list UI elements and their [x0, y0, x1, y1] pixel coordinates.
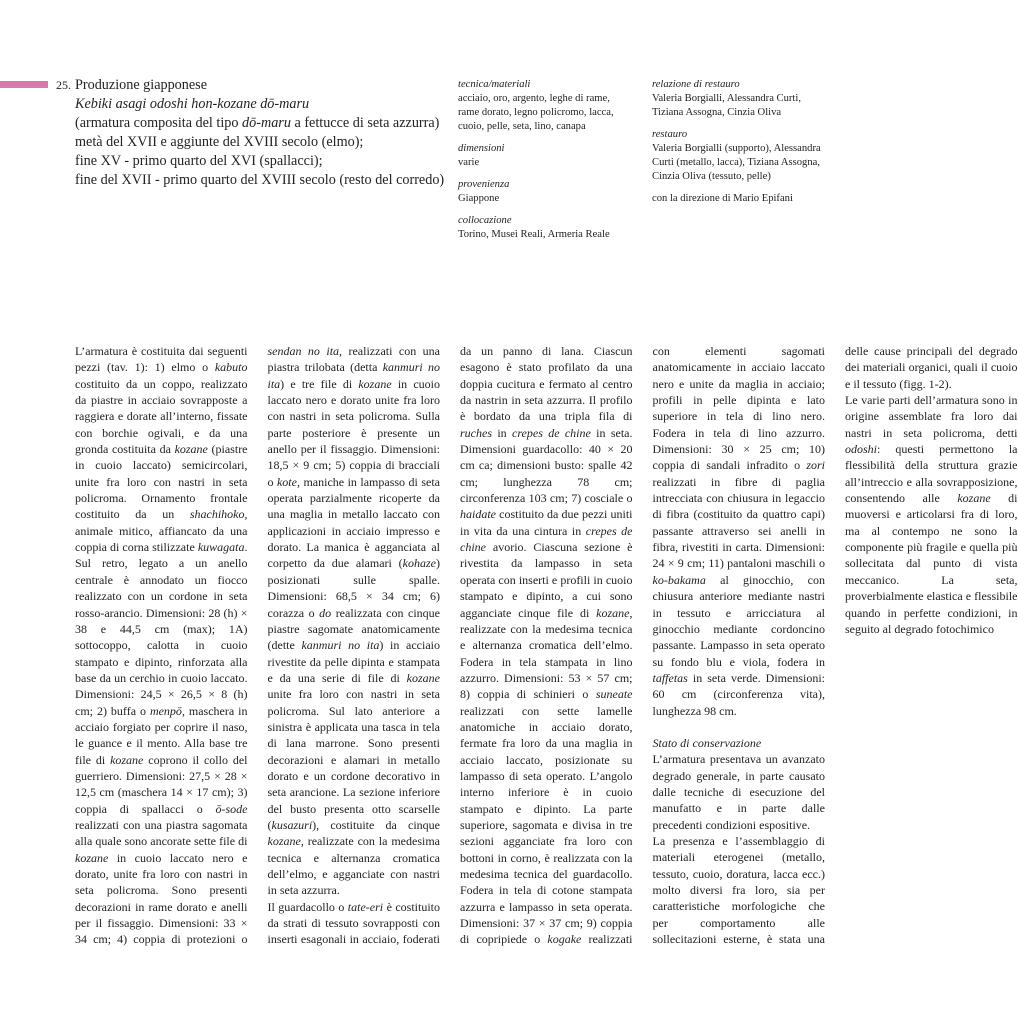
metadata-right [652, 78, 827, 206]
entry-number: 25. [56, 78, 71, 92]
restoration-label: restauro [652, 129, 688, 140]
technique-value: acciaio, oro, argento, leghe di rame, rame dorato, legno policromo, lacca, cuoio, pelle, seta, lino, canapa [458, 93, 614, 132]
technique-label: tecnica/materiali [458, 79, 531, 90]
provenance-value: Giappone [458, 193, 500, 204]
direction-credit: con la direzione di Mario Epifani [652, 193, 793, 204]
entry-description: (armatura composita del tipo dō-maru a fettucce di seta azzurra) [75, 115, 440, 131]
metadata-left [458, 78, 633, 242]
dimensions-value: varie [458, 157, 480, 168]
section-title: Stato di conservazione [652, 735, 762, 750]
body-paragraph: Le varie parti dell’armatura sono in origine assemblate fra loro dai nastri in seta policroma, detti odoshi: questi permettono la flessibilità della struttura grazie all’intreccio e alla sovrapposizione, consentendo alle kozane di muoversi e articolarsi fra di loro, ma al contempo ne sono la componente più fragile e quella più sollecitata dal punto di vista meccanico. La seta, proverbialmente elastica e flessibile quando in perfette condizioni, in seguito al degrado fotochimico [845, 393, 1018, 636]
title-block [75, 76, 445, 190]
entry-date: fine del XVII - primo quarto del XVIII secolo (resto del corredo) [75, 172, 445, 188]
restoration-value: Valeria Borgialli (supporto), Alessandra Curti (metallo, lacca), Tiziana Assogna, Cinzia Oliva (tessuto, pelle) [652, 143, 821, 182]
entry-date: metà del XVII e aggiunte del XVIII secolo (elmo); [75, 134, 364, 150]
location-label: collocazione [458, 215, 512, 226]
body-text [75, 343, 1018, 963]
entry-subtitle: Kebiki asagi odoshi hon-kozane dō-maru [75, 96, 310, 112]
entry-title: Produzione giapponese [75, 77, 207, 93]
entry-date: fine XV - primo quarto del XVI (spallacci); [75, 153, 323, 169]
body-paragraph: La presenza e l’assemblaggio di materiali eterogenei (metallo, tessuto, cuoio, doratura, lacca ecc.) molto diversi fra loro, sia per caratteristiche morfologiche che per comportamento alle sollecitazioni esterne, è stata una delle cause principali del degrado dei materiali organici, quali il cuoio e il tessuto (figg. 1-2). [652, 344, 1018, 947]
report-value: Valeria Borgialli, Alessandra Curti, Tiziana Assogna, Cinzia Oliva [652, 93, 801, 118]
body-paragraph: L’armatura presentava un avanzato degrado generale, in parte causato dalle tecniche di esecuzione del manufatto e in parte dalle precedenti condizioni espositive. [652, 752, 825, 832]
location-value: Torino, Musei Reali, Armeria Reale [458, 229, 610, 240]
provenance-label: provenienza [458, 179, 510, 190]
accent-bar [0, 81, 48, 88]
body-paragraph: Il guardacollo o tate-eri è costituito da strati di tessuto sovrapposti con inserti esagonali in acciaio, foderati da un panno di lana. Ciascun esagono è stato profilato da una doppia cucitura e fermato al centro da nastrin in seta azzurra. Il profilo è bordato da una tripla fila di ruches in crepes de chine in seta. Dimensioni guardacollo: 40 × 20 cm ca; dimensioni busto: spalle 42 cm; lunghezza 78 cm; circonferenza 103 cm; 7) cosciale o haidate costituito da due pezzi uniti in vita da una cintura in crepes de chine avorio. Ciascuna sezione è rivestita da lampasso in seta operata con inserti e profili in cuoio stampato e dipinto, a cui sono agganciate cinque file di kozane, realizzate con la medesima tecnica e alternanza cromatica dell’elmo. Fodera in tela stampata in lino azzurro. Dimensioni: 53 × 57 cm; 8) coppia di schinieri o suneate realizzati con sette lamelle anatomiche in acciaio dorato, fermate fra loro da una maglia in acciaio laccato, posizionate su lampasso di seta operato. L’angolo interno inferiore è in cuoio stampato e dipinto. La parte superiore, sagomata e divisa in tre sezioni agganciate fra loro con bottoni in corno, è realizzata con la medesima tecnica del guardacollo. Fodera in tela di cotone stampata azzurra e lampasso in seta operata. Dimensioni: 37 × 37 cm; 9) coppia di copripiede o kogake realizzati con elementi sagomati anatomicamente in acciaio laccato nero e unite da maglia in acciaio; profili in pelle dipinta e lato superiore in tela di lino nero. Fodera in tela di lino azzurro. Dimensioni: 30 × 25 cm; 10) coppia di sandali infradito o zori realizzati in fibre di paglia intrecciata con chiusura in legaccio di fibra (costituito da quattro capi) passante attraverso sei anelli in fibra, rivestiti in carta. Dimensioni: 24 × 9 cm; 11) pantaloni maschili o ko-bakama al ginocchio, con chiusura anteriore mediante nastri in tessuto e arricciatura al ginocchio mediante cordoncino passante. Lampasso in seta operato su fondo blu e viola, fodera in taffetas in seta verde. Dimensioni: 60 cm (circonferenza vita), lunghezza 98 cm. [267, 344, 825, 947]
dimensions-label: dimensioni [458, 143, 505, 154]
report-label: relazione di restauro [652, 79, 740, 90]
body-paragraph: L’armatura è costituita dai seguenti pezzi (tav. 1): 1) elmo o kabuto costituito da un coppo, realizzato da piastre in acciaio sovrapposte a raggiera e dorate all’interno, fissate con borchie ogivali, e da una gronda costituita da kozane (piastre in cuoio laccato) semicircolari, unite fra loro con nastri in seta policroma. Ornamento frontale costituito da un shachihoko, animale mitico, affiancato da una coppia di corna stilizzate kuwagata. Sul retro, legato a un anello centrale è annodato un fiocco realizzato con un cordone in seta rosso-arancio. Dimensioni: 28 (h) × 38 e 44,5 cm (max); 1A) sottocoppo, calotta in cuoio stampato e dipinto, rinforzata alla base da un cerchio in cuoio laccato. Dimensioni: 24,5 × 26,5 × 8 (h) cm; 2) buffa o menpō, maschera in acciaio forgiato per coprire il naso, le guance e il mento. Alla base tre file di kozane coprono il collo del guerriero. Dimensioni: 27,5 × 28 × 12,5 cm (maschera 14 × 17 cm); 3) coppia di spallacci o ō-sode realizzati con una piastra sagomata alla quale sono ancorate sette file di kozane in cuoio laccato nero e dorato, unite fra loro con nastri in seta policroma. Sono presenti decorazioni in rame dorato e anelli per il fissaggio. Dimensioni: 33 × 34 cm; 4) coppia di protezioni o sendan no ita, realizzati con una piastra trilobata (detta kanmuri no ita) e tre file di kozane in cuoio laccato nero e dorato unite fra loro con nastri in seta policroma. Sulla parte posteriore è presente un anello per il fissaggio. Dimensioni: 18,5 × 9 cm; 5) coppia di bracciali o kote, maniche in lampasso di seta operata parzialmente ricoperte da una maglia in metallo laccato con applicazioni in acciaio impresso e dorato. La manica è agganciata al corpetto da due alamari (kohaze) posizionati sulle spalle. Dimensioni: 68,5 × 34 cm; 6) corazza o do realizzata con cinque piastre sagomate anatomicamente (dette kanmuri no ita) in acciaio rivestite da pelle dipinta e stampata e da una serie di file di kozane unite fra loro con nastri in seta policroma. Sul lato anteriore a sinistra è applicata una tasca in tela di lana marrone. Sono presenti decorazioni e alamari in metallo dorato e un cordone decorativo in seta arancione. La sezione inferiore del busto presenta otto scarselle (kusazuri), costituite da cinque kozane, realizzate con la medesima tecnica e alternanza cromatica dell’elmo, e agganciate con nastri in seta azzurra. [75, 344, 440, 947]
